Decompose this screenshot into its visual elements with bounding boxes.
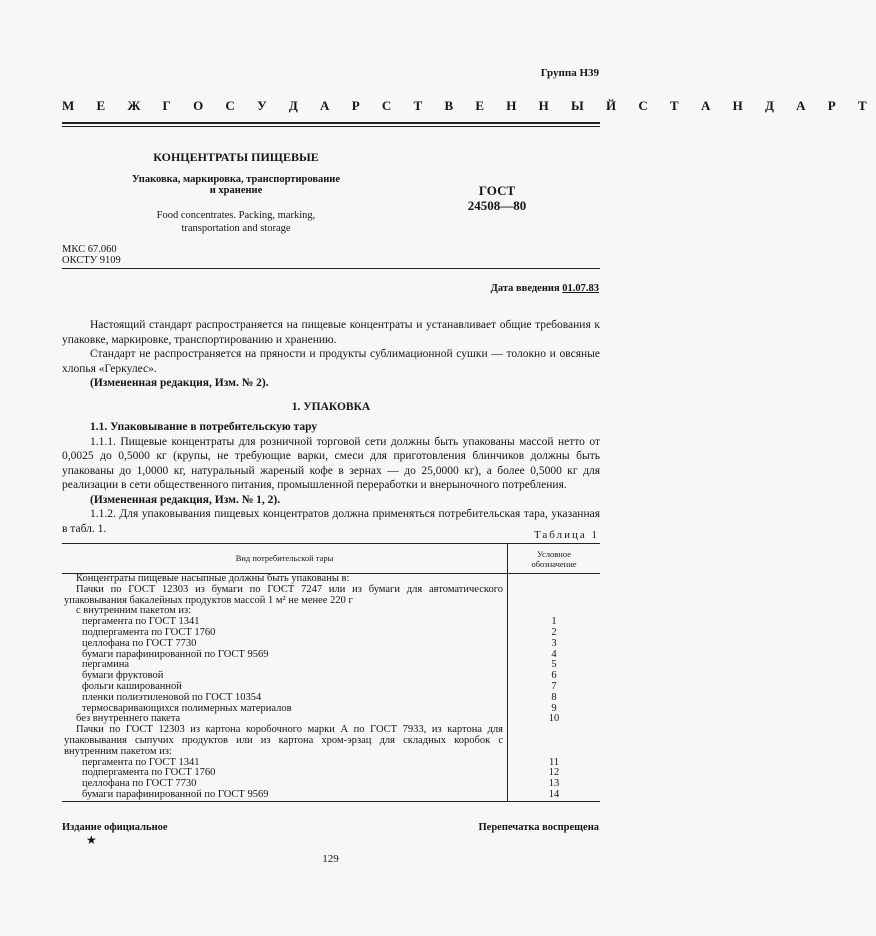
table-cell-code: 13	[508, 779, 601, 790]
intro-paragraph-2: Стандарт не распространяется на пряности и продукты сублимационной сушки — толокно и овсяные хлопья «Геркулес».	[62, 348, 600, 375]
table-cell-text: с внутренним пакетом из:	[76, 605, 192, 617]
okstu-code: ОКСТУ 9109	[62, 255, 121, 266]
table-cell-text: Концентраты пищевые насыпные должны быть упакованы в:	[76, 573, 350, 584]
table-row	[62, 790, 600, 801]
table-row	[62, 585, 600, 607]
table-cell-code: 3	[508, 639, 601, 650]
column-header-code	[508, 544, 601, 574]
effective-date-label: Дата введения	[490, 283, 563, 294]
header-rule-thin	[62, 126, 600, 127]
table-cell-text: подпергамента по ГОСТ 1760	[82, 626, 216, 638]
header-rule-thick	[62, 122, 600, 124]
table-cell-code: 12	[508, 768, 601, 779]
effective-date	[491, 283, 599, 294]
clause-1-1-2: 1.1.2. Для упаковывания пищевых концентратов должна применяться потребительская тара, указанная в табл. 1.	[62, 508, 600, 535]
table-label: Таблица 1	[533, 529, 599, 541]
table-cell-text: пергамента по ГОСТ 1341	[82, 616, 200, 628]
table-cell-code: 11	[508, 758, 601, 769]
table-cell-code: 2	[508, 628, 601, 639]
document-title: КОНЦЕНТРАТЫ ПИЩЕВЫЕ	[153, 150, 319, 164]
intro-paragraph-1: Настоящий стандарт распространяется на пищевые концентраты и устанавливает общие требования к упаковке, маркировке, транспортированию и хранению.	[62, 319, 600, 346]
column-header-type: Вид потребительской тары	[62, 544, 508, 574]
group-code: Группа Н39	[540, 67, 599, 79]
table-cell-code	[508, 574, 601, 585]
table-cell-text: пленки полиэтиленовой по ГОСТ 10354	[82, 691, 262, 703]
gost-number	[462, 183, 532, 213]
table-cell-code	[508, 585, 601, 607]
table-cell-code: 8	[508, 693, 601, 704]
reprint-prohibited-note: Перепечатка воспрещена	[478, 822, 599, 833]
column-header-code-line-1: Условное	[537, 548, 571, 559]
table-cell-text: подпергамента по ГОСТ 1760	[82, 767, 216, 779]
codes-rule	[62, 268, 600, 269]
english-title-line-1: Food concentrates. Packing, marking,	[156, 210, 316, 221]
table-row	[62, 639, 600, 650]
intro-edit-note: (Измененная редакция, Изм. № 2).	[90, 377, 269, 389]
table-cell-text: Пачки по ГОСТ 12303 из картона коробочного марки А по ГОСТ 7933, из картона для упаковывания сыпучих продуктов или из картона хром-эрзац для складных коробок с внутренним пакетом из:	[64, 724, 503, 757]
table-cell-code: 1	[508, 617, 601, 628]
table-cell-text: бумаги парафинированной по ГОСТ 9569	[62, 790, 508, 801]
table-cell-code: 10	[508, 714, 601, 725]
table-cell-code	[508, 725, 601, 757]
clause-1-1-1-edit-note: (Измененная редакция, Изм. № 1, 2).	[90, 493, 281, 506]
table-header-row	[62, 544, 600, 574]
table-cell-text: целлофана по ГОСТ 7730	[82, 637, 197, 649]
table-cell-text: без внутреннего пакета	[76, 713, 181, 725]
table-cell-code: 7	[508, 682, 601, 693]
table-cell-text: бумаги парафинированной по ГОСТ 9569	[82, 648, 269, 660]
section-title: 1. УПАКОВКА	[291, 400, 371, 413]
table-cell-code: 6	[508, 671, 601, 682]
standard-type-heading: М Е Ж Г О С У Д А Р С Т В Е Н Н Ы Й С Т А Н Д А Р Т	[62, 98, 876, 113]
subsection-title: 1.1. Упаковывание в потребительскую тару	[90, 421, 318, 433]
gost-label: ГОСТ	[478, 183, 516, 198]
table-cell-text: Пачки по ГОСТ 12303 из бумаги по ГОСТ 7247 или из бумаги для автоматического упаковывания бакалейных продуктов массой 1 м² не менее 220 г	[64, 583, 503, 606]
english-title-line-2: transportation and storage	[181, 223, 291, 234]
table-cell-text: бумаги фруктовой	[82, 670, 164, 682]
page-number: 129	[322, 853, 339, 865]
effective-date-value: 01.07.83	[562, 283, 599, 294]
subtitle-line-2: и хранение	[209, 185, 263, 196]
english-title	[130, 209, 342, 235]
table-cell-text: пергамента по ГОСТ 1341	[82, 756, 200, 768]
table-cell-text: пергамина	[82, 659, 130, 671]
clause-1-1-1: 1.1.1. Пищевые концентраты для розничной торговой сети должны быть упакованы массой нетто от 0,0025 до 0,5000 кг (крупы, не требующие варки, смеси для приготовления блинчиков должны быть упакованы до 1,0000 кг, натуральный жареный кофе в зернах — до 25,0000 кг), а более 0,5000 кг для реализации в сети общественного питания, промышленной переработки и внерыночного потребления.	[62, 435, 600, 491]
table-row	[62, 725, 600, 757]
subtitle-line-1: Упаковка, маркировка, транспортирование	[131, 174, 341, 185]
table-cell-text: фольги кашированной	[82, 680, 182, 692]
classification-codes	[62, 244, 121, 266]
table-cell-code: 14	[508, 790, 601, 801]
star-icon: ★	[86, 833, 97, 847]
table-cell-code: 9	[508, 704, 601, 715]
table-row	[62, 693, 600, 704]
document-subtitle	[120, 174, 352, 196]
packaging-table	[62, 543, 600, 802]
official-edition-note: Издание официальное	[62, 822, 168, 833]
table-cell-text: целлофана по ГОСТ 7730	[82, 778, 197, 790]
mks-code: МКС 67.060	[62, 244, 117, 255]
table-cell-code: 5	[508, 660, 601, 671]
gost-code: 24508—80	[467, 198, 527, 213]
document-body	[62, 318, 600, 536]
table-cell-code: 4	[508, 650, 601, 661]
table-cell-text: термосваривающихся полимерных материалов	[82, 702, 292, 714]
column-header-code-line-2: обозначение	[531, 558, 577, 569]
table-row	[62, 650, 600, 661]
